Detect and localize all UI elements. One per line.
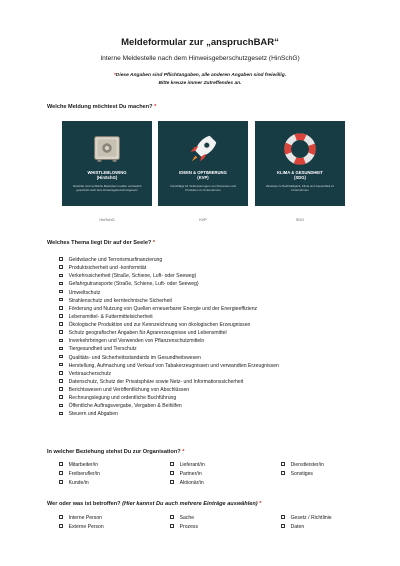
affected-option[interactable]: Prozess	[170, 524, 198, 530]
checkbox[interactable]	[59, 462, 63, 466]
checkbox[interactable]	[281, 524, 285, 528]
topic-option[interactable]: Förderung und Nutzung von Quellen erneuerbarer Energie und der Energieeffizienz	[59, 305, 279, 313]
card-caption: KVP	[199, 218, 207, 222]
topic-option[interactable]: Steuern und Abgaben	[59, 410, 279, 418]
checkbox[interactable]	[170, 515, 174, 519]
required-star: *	[113, 73, 116, 78]
card-climate[interactable]	[255, 121, 345, 206]
checkbox[interactable]	[59, 282, 63, 286]
topic-option[interactable]: Berichtswesen und Veröffentlichung von Abschlüssen	[59, 386, 279, 394]
checkbox[interactable]	[59, 387, 63, 391]
checkbox[interactable]	[59, 257, 63, 261]
checkbox[interactable]	[281, 462, 285, 466]
checkbox[interactable]	[59, 330, 63, 334]
checkbox[interactable]	[59, 347, 63, 351]
checkbox[interactable]	[281, 471, 285, 475]
relation-option[interactable]: Kunde/in	[59, 480, 89, 486]
question-label: Welches Thema liegt Dir auf der Seele?	[47, 240, 152, 246]
card-title: IDEEN & OPTIMIERUNG (KVP)	[179, 170, 227, 180]
topic-option[interactable]: Rechnungslegung und ordentliche Buchführung	[59, 394, 279, 402]
topic-option[interactable]: Produktsicherheit und -konformität	[59, 264, 279, 272]
affected-option[interactable]: Sache	[170, 515, 194, 521]
topic-option[interactable]: Tiergesundheit und Tierschutz	[59, 345, 279, 353]
relation-option[interactable]: Partner/in	[170, 471, 202, 477]
topic-option[interactable]: Gefahrgutransporte (Straße, Schiene, Luft- oder Seeweg)	[59, 280, 279, 288]
card-whistleblowing[interactable]	[62, 121, 152, 206]
affected-option[interactable]: Interne Person	[59, 515, 102, 521]
checkbox[interactable]	[59, 298, 63, 302]
mandatory-note	[0, 72, 400, 88]
checkbox[interactable]	[59, 404, 63, 408]
topic-option[interactable]: Verbraucherschutz	[59, 370, 279, 378]
question-affected	[47, 501, 261, 507]
required-star: *	[154, 104, 157, 110]
checkbox[interactable]	[59, 371, 63, 375]
affected-option[interactable]: Gesetz / Richtlinie	[281, 515, 332, 521]
question-relation	[47, 449, 184, 455]
question-label: Wer oder was ist betroffen?	[47, 501, 121, 507]
topic-option[interactable]: Umweltschutz	[59, 289, 279, 297]
relation-option[interactable]: Freiberufler/in	[59, 471, 100, 477]
topic-option[interactable]: Geldwäsche und Terrorismusfinanzierung	[59, 256, 279, 264]
checkbox[interactable]	[59, 322, 63, 326]
page-title: Meldeformular zur „anspruchBAR“	[121, 37, 279, 48]
card-description: Verstöße und rechtliche Bedenken melden vertraulich geschützt nach dem Hinweisgeberschutzgesetz	[72, 184, 142, 193]
topic-option[interactable]: Schutz geografischer Angaben für Agrarerzeugnisse und Lebensmittel	[59, 329, 279, 337]
checkbox[interactable]	[59, 524, 63, 528]
card-title: WHISTLEBLOWING (HinSchG)	[87, 170, 127, 180]
note-line-2: Bitte kreuze immer Zutreffendes an.	[158, 81, 242, 86]
checkbox[interactable]	[170, 471, 174, 475]
card-title: KLIMA & GESUNDHEIT (SDG)	[277, 170, 323, 180]
checkbox[interactable]	[170, 524, 174, 528]
question-hint: (Hier kannst Du auch mehrere Einträge auswählen)	[122, 501, 258, 507]
question-label: Welche Meldung möchtest Du machen?	[47, 104, 153, 110]
lifebuoy-icon	[281, 130, 319, 168]
card-description: Hinweise zu Nachhaltigkeit, Klima und Gesundheit im Unternehmen	[265, 184, 335, 193]
card-caption: HinSchG	[99, 218, 115, 222]
topic-option[interactable]: Qualitäts- und Sicherheitsstandards im Gesundheitswesen	[59, 354, 279, 362]
checkbox[interactable]	[170, 462, 174, 466]
checkbox[interactable]	[59, 480, 63, 484]
checkbox[interactable]	[281, 515, 285, 519]
question-topic	[47, 240, 155, 246]
checkbox[interactable]	[59, 306, 63, 310]
relation-option[interactable]: Dienstleister/in	[281, 462, 324, 468]
card-caption: SDG	[295, 218, 305, 222]
relation-option[interactable]: Sonstiges	[281, 471, 313, 477]
checkbox[interactable]	[59, 515, 63, 519]
required-star: *	[182, 449, 185, 455]
topic-option[interactable]: Herstellung, Aufmachung und Verkauf von Tabakerzeugnissen und verwandten Erzeugnissen	[59, 362, 279, 370]
topic-option[interactable]: Lebensmittel- & Futtermittelsicherheit	[59, 313, 279, 321]
checkbox[interactable]	[59, 339, 63, 343]
checkbox[interactable]	[59, 274, 63, 278]
topic-option[interactable]: Strahlenschutz und kerntechnische Sicherheit	[59, 297, 279, 305]
checkbox[interactable]	[59, 395, 63, 399]
checkbox[interactable]	[59, 314, 63, 318]
question-label: In welcher Beziehung stehst Du zur Organisation?	[47, 449, 181, 455]
checkbox[interactable]	[59, 265, 63, 269]
required-star: *	[152, 240, 156, 246]
checkbox[interactable]	[59, 290, 63, 294]
safe-icon	[88, 130, 126, 168]
relation-option[interactable]: Lieferant/in	[170, 462, 205, 468]
rocket-icon	[184, 130, 222, 168]
checkbox[interactable]	[59, 355, 63, 359]
topic-option[interactable]: Verkehrssicherheit (Straße, Schiene, Luft- oder Seeweg)	[59, 272, 279, 280]
required-star: *	[259, 501, 262, 507]
topic-option[interactable]: Öffentliche Auftragsvergabe, Vergaben & Beihilfen	[59, 402, 279, 410]
checkbox[interactable]	[59, 471, 63, 475]
relation-option[interactable]: Mitarbeiter/in	[59, 462, 98, 468]
checkbox[interactable]	[59, 379, 63, 383]
topic-option[interactable]: Datenschutz, Schutz der Privatsphäre sowie Netz- und Informationssicherheit	[59, 378, 279, 386]
affected-option[interactable]: Daten	[281, 524, 304, 530]
checkbox[interactable]	[59, 412, 63, 416]
topic-option[interactable]: Inverkehrbringen und Verwenden von Pflanzenschutzmitteln	[59, 337, 279, 345]
relation-option[interactable]: Aktionär/in	[170, 480, 204, 486]
card-description: Vorschläge für Verbesserungen von Prozessen und Produkten im Unternehmen	[170, 184, 236, 193]
topic-list	[59, 256, 279, 419]
affected-option[interactable]: Externe Person	[59, 524, 104, 530]
checkbox[interactable]	[170, 480, 174, 484]
note-line-1: Diese Angaben sind Pflichtangaben, alle anderen Angaben sind freiwillig.	[115, 73, 287, 78]
page-subtitle: Interne Meldestelle nach dem Hinweisgeberschutzgesetz (HinSchG)	[100, 55, 300, 62]
checkbox[interactable]	[59, 363, 63, 367]
card-ideas[interactable]	[158, 121, 248, 206]
question-report-type	[47, 104, 156, 110]
topic-option[interactable]: Ökologische Produktion und zur Kennzeichnung von ökologischen Erzeugnissen	[59, 321, 279, 329]
